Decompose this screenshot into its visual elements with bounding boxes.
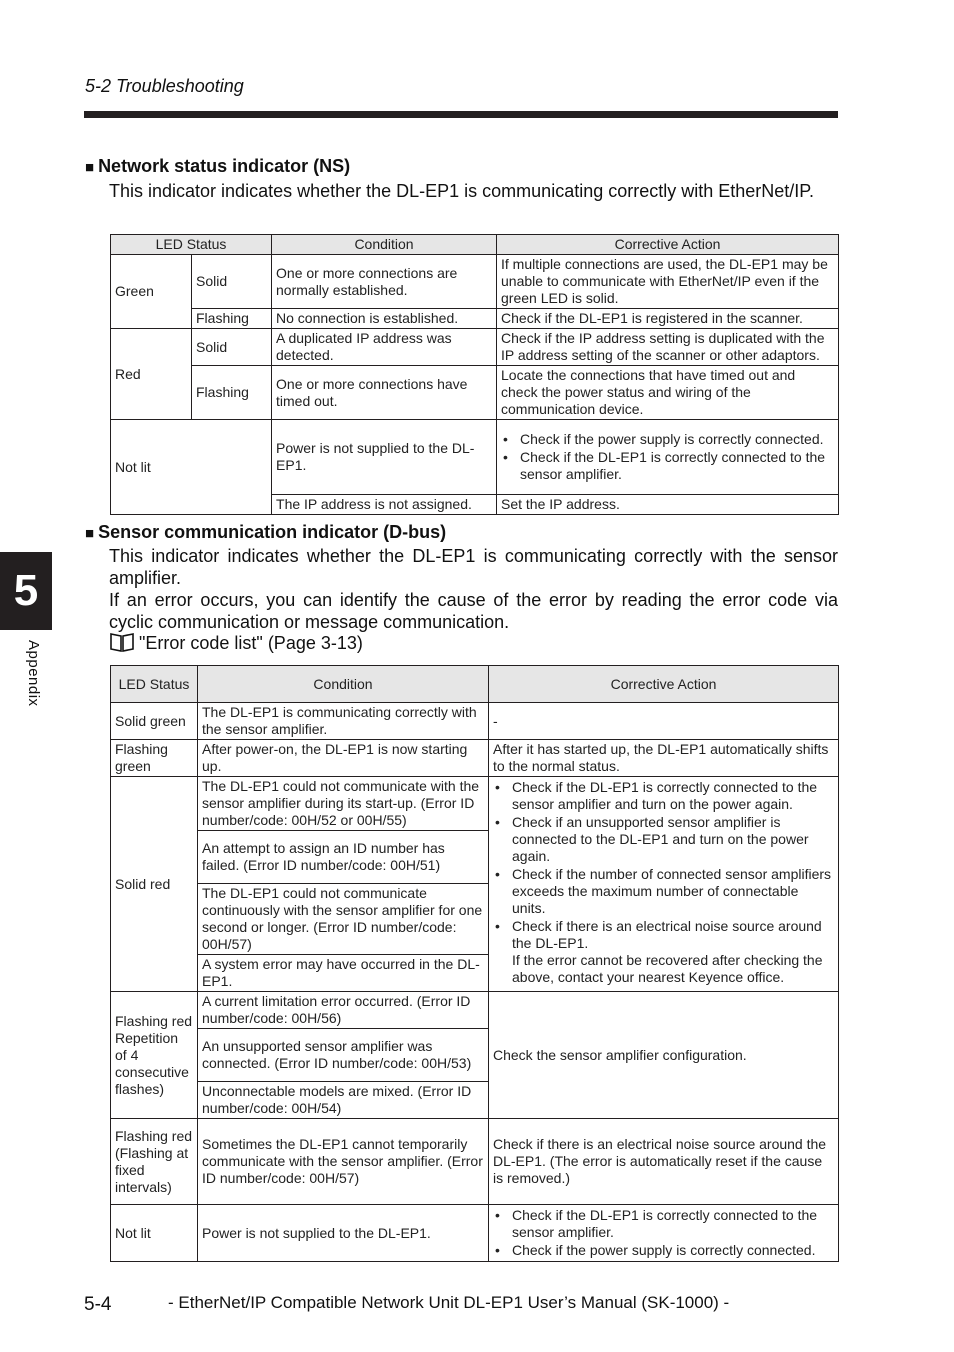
ns-led-red: Red bbox=[111, 329, 192, 420]
dbus-description-1: This indicator indicates whether the DL-EP1 is communicating correctly with the sensor amplifier. bbox=[109, 546, 838, 588]
ns-led-not-lit: Not lit bbox=[111, 420, 272, 515]
bullet-list bbox=[501, 431, 834, 483]
dbus-status-table bbox=[110, 665, 839, 1262]
table-cell: Unconnectable models are mixed. (Error ID number/code: 00H/54) bbox=[198, 1082, 489, 1119]
chapter-tab: 5 bbox=[0, 552, 52, 630]
table-cell: Check if the IP address setting is duplicated with the IP address setting of the scanner or other adaptors. bbox=[497, 329, 839, 366]
list-item: • Check if an unsupported sensor amplifier is connected to the DL-EP1 and turn on the power again. bbox=[493, 814, 834, 865]
table-cell: Flashing red Repetition of 4 consecutive flashes) bbox=[111, 992, 198, 1119]
table-cell bbox=[497, 420, 839, 495]
table-cell: One or more connections have timed out. bbox=[272, 366, 497, 420]
ns-state-flashing: Flashing bbox=[192, 366, 272, 420]
list-item: • Check if the power supply is correctly connected. bbox=[493, 1242, 834, 1259]
table-cell: Power is not supplied to the DL-EP1. bbox=[272, 420, 497, 495]
table-cell: No connection is established. bbox=[272, 309, 497, 329]
ns-state-solid: Solid bbox=[192, 329, 272, 366]
square-bullet-icon: ■ bbox=[85, 159, 95, 176]
table-cell: Solid red bbox=[111, 777, 198, 992]
bullet-list bbox=[493, 779, 834, 986]
header-rule bbox=[84, 111, 838, 118]
ns-heading-text: Network status indicator (NS) bbox=[98, 156, 351, 176]
dbus-reference bbox=[109, 632, 363, 657]
action-note: If the error cannot be recovered after checking the above, contact your nearest Keyence office. bbox=[512, 952, 823, 985]
table-cell: After it has started up, the DL-EP1 automatically shifts to the normal status. bbox=[489, 740, 839, 777]
table-cell: An attempt to assign an ID number has failed. (Error ID number/code: 00H/51) bbox=[198, 831, 489, 884]
table-cell: Check if there is an electrical noise source around the DL-EP1. (The error is automatically reset if the cause is removed.) bbox=[489, 1119, 839, 1205]
table-cell: Flashing red (Flashing at fixed intervals) bbox=[111, 1119, 198, 1205]
ns-col-condition: Condition bbox=[272, 235, 497, 255]
table-cell: Check if the DL-EP1 is registered in the scanner. bbox=[497, 309, 839, 329]
table-cell: The DL-EP1 could not communicate continuously with the sensor amplifier for one second or longer. (Error ID number/code: 00H/57) bbox=[198, 884, 489, 955]
square-bullet-icon: ■ bbox=[85, 525, 95, 542]
list-item: • Check if the number of connected sensor amplifiers exceeds the maximum number of connectable units. bbox=[493, 866, 834, 917]
ns-description: This indicator indicates whether the DL-EP1 is communicating correctly with EtherNet/IP. bbox=[109, 181, 814, 201]
chapter-label-text: Appendix bbox=[25, 640, 42, 707]
table-cell: One or more connections are normally established. bbox=[272, 255, 497, 309]
dbus-heading-text: Sensor communication indicator (D-bus) bbox=[98, 522, 447, 542]
ns-status-table bbox=[110, 234, 839, 515]
table-cell: If multiple connections are used, the DL-EP1 may be unable to communicate with EtherNet/IP even if the green LED is solid. bbox=[497, 255, 839, 309]
table-cell: After power-on, the DL-EP1 is now starting up. bbox=[198, 740, 489, 777]
bullet-list bbox=[493, 1207, 834, 1259]
table-cell: The DL-EP1 is communicating correctly with the sensor amplifier. bbox=[198, 703, 489, 740]
table-cell: Power is not supplied to the DL-EP1. bbox=[198, 1205, 489, 1262]
table-cell: Locate the connections that have timed out and check the power status and wiring of the communication device. bbox=[497, 366, 839, 420]
dbus-description-2: If an error occurs, you can identify the cause of the error by reading the error code via cyclic communication or message communication. bbox=[109, 590, 838, 632]
ns-state-flashing: Flashing bbox=[192, 309, 272, 329]
table-cell: An unsupported sensor amplifier was connected. (Error ID number/code: 00H/53) bbox=[198, 1029, 489, 1082]
list-item: • Check if the DL-EP1 is correctly connected to the sensor amplifier. bbox=[493, 1207, 834, 1241]
ns-state-solid: Solid bbox=[192, 255, 272, 309]
table-cell: A current limitation error occurred. (Error ID number/code: 00H/56) bbox=[198, 992, 489, 1029]
ns-col-action: Corrective Action bbox=[497, 235, 839, 255]
list-item bbox=[493, 918, 834, 986]
ns-heading bbox=[85, 156, 350, 177]
table-cell: Set the IP address. bbox=[497, 495, 839, 515]
table-cell: Check the sensor amplifier configuration. bbox=[489, 992, 839, 1119]
table-cell: - bbox=[489, 703, 839, 740]
table-cell: Flashing green bbox=[111, 740, 198, 777]
ns-col-led-status: LED Status bbox=[111, 235, 272, 255]
table-cell bbox=[489, 1205, 839, 1262]
manual-title: - EtherNet/IP Compatible Network Unit DL-EP1 User’s Manual (SK-1000) - bbox=[168, 1293, 730, 1312]
book-icon bbox=[109, 632, 135, 657]
table-cell bbox=[489, 777, 839, 992]
page-number: 5-4 bbox=[84, 1294, 112, 1315]
dbus-col-led-status: LED Status bbox=[111, 666, 198, 703]
table-cell: Solid green bbox=[111, 703, 198, 740]
ns-led-green: Green bbox=[111, 255, 192, 329]
table-cell: Not lit bbox=[111, 1205, 198, 1262]
section-header-title: 5-2 Troubleshooting bbox=[85, 76, 244, 96]
table-cell: A system error may have occurred in the DL-EP1. bbox=[198, 955, 489, 992]
table-cell: The DL-EP1 could not communicate with the sensor amplifier during its start-up. (Error ID number/code: 00H/52 or 00H/55) bbox=[198, 777, 489, 831]
list-item-text: Check if there is an electrical noise source around the DL-EP1. bbox=[512, 918, 822, 951]
table-cell: The IP address is not assigned. bbox=[272, 495, 497, 515]
table-cell: A duplicated IP address was detected. bbox=[272, 329, 497, 366]
dbus-col-action: Corrective Action bbox=[489, 666, 839, 703]
table-cell: Sometimes the DL-EP1 cannot temporarily communicate with the sensor amplifier. (Error ID number/code: 00H/57) bbox=[198, 1119, 489, 1205]
dbus-col-condition: Condition bbox=[198, 666, 489, 703]
list-item: • Check if the DL-EP1 is correctly connected to the sensor amplifier. bbox=[501, 449, 834, 483]
reference-link[interactable]: "Error code list" (Page 3-13) bbox=[139, 633, 363, 653]
list-item: • Check if the DL-EP1 is correctly connected to the sensor amplifier and turn on the power again. bbox=[493, 779, 834, 813]
dbus-heading bbox=[85, 522, 446, 543]
chapter-side-label bbox=[20, 640, 44, 730]
list-item: • Check if the power supply is correctly connected. bbox=[501, 431, 834, 448]
